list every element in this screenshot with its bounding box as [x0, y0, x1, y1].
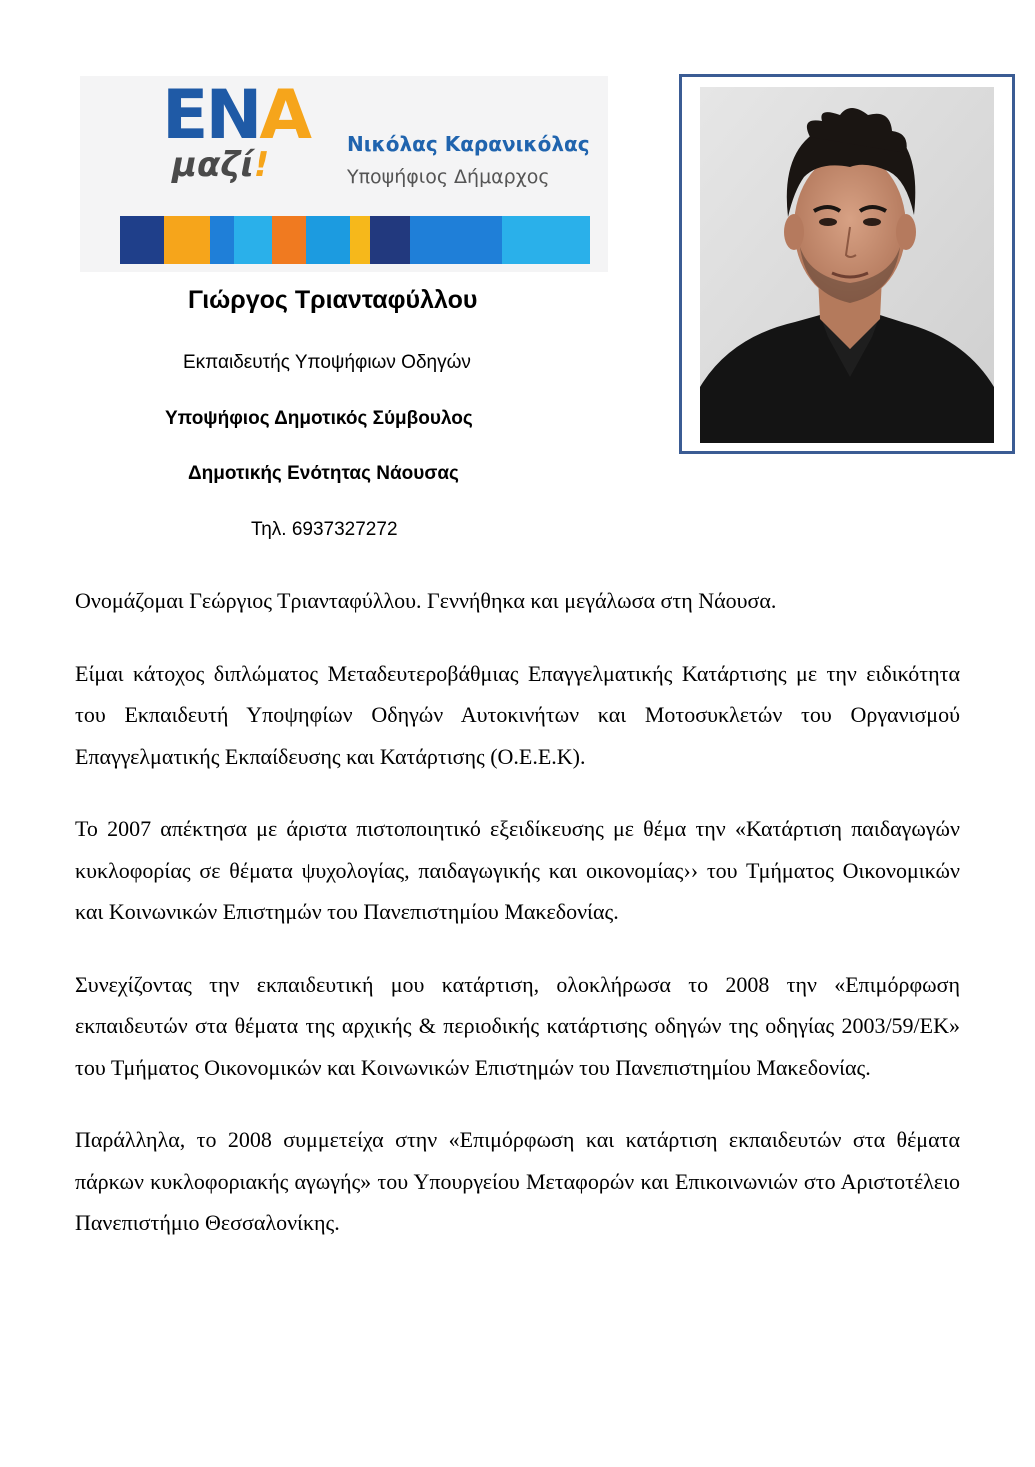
- logo-color-segment: [350, 216, 370, 264]
- person-municipal-unit: Δημοτικής Ενότητας Νάουσας: [188, 463, 459, 484]
- biography-text: [75, 580, 960, 1275]
- person-candidacy: Υποψήφιος Δημοτικός Σύμβουλος: [165, 408, 473, 429]
- logo-color-segment: [234, 216, 272, 264]
- logo-subword-mark: !: [253, 145, 270, 185]
- logo-color-segment: [210, 216, 234, 264]
- logo-color-segment: [306, 216, 350, 264]
- portrait-photo: [700, 87, 994, 443]
- logo-color-segment: [370, 216, 410, 264]
- person-name: Γιώργος Τριανταφύλλου: [188, 286, 478, 314]
- logo-subword-text: μαζί: [172, 145, 254, 185]
- logo-subword: [172, 145, 270, 185]
- logo-word-accent: Α: [259, 76, 310, 155]
- portrait-frame: [679, 74, 1015, 454]
- campaign-logo: [80, 76, 608, 272]
- bio-paragraph: Παράλληλα, το 2008 συμμετείχα στην «Επιμόρφωση και κατάρτιση εκπαιδευτών στα θέματα πάρκων κυκλοφοριακής αγωγής» του Υπουργείου Μεταφορών και Επικοινωνιών στο Αριστοτέλειο Πανεπιστήμιο Θεσσαλονίκης.: [75, 1127, 960, 1235]
- logo-wordmark: [162, 76, 310, 155]
- bio-paragraph: Ονομάζομαι Γεώργιος Τριανταφύλλου. Γεννήθηκα και μεγάλωσα στη Νάουσα.: [75, 588, 777, 613]
- logo-color-segment: [164, 216, 210, 264]
- logo-candidate-role: Υποψήφιος Δήμαρχος: [347, 166, 550, 188]
- logo-color-segment: [272, 216, 306, 264]
- logo-candidate-name: Νικόλας Καρανικόλας: [347, 132, 590, 156]
- bio-paragraph: Συνεχίζοντας την εκπαιδευτική μου κατάρτιση, ολοκλήρωσα το 2008 την «Επιμόρφωση εκπαιδευτών στα θέματα της αρχικής & περιοδικής κατάρτισης οδηγών της οδηγίας 2003/59/ΕΚ» του Τμήματος Οικονομικών και Κοινωνικών Επιστημών του Πανεπιστημίου Μακεδονίας.: [75, 971, 960, 1080]
- logo-color-segment: [502, 216, 590, 264]
- bio-paragraph: Είμαι κάτοχος διπλώματος Μεταδευτεροβάθμιας Επαγγελματικής Κατάρτισης με την ειδικότητα του Εκπαιδευτή Υποψηφίων Οδηγών Αυτοκινήτων και Μοτοσυκλετών του Οργανισμού Επαγγελματικής Εκπαίδευσης και Κατάρτισης (Ο.Ε.Ε.Κ).: [75, 660, 960, 769]
- logo-color-segment: [410, 216, 502, 264]
- logo-word: ΕΝ: [162, 76, 260, 155]
- person-occupation: Εκπαιδευτής Υποψήφιων Οδηγών: [183, 352, 471, 373]
- person-phone: Τηλ. 6937327272: [251, 519, 398, 540]
- logo-color-segment: [120, 216, 164, 264]
- bio-paragraph: Το 2007 απέκτησα με άριστα πιστοποιητικό εξειδίκευσης με θέμα την «Κατάρτιση παιδαγωγών κυκλοφορίας σε θέματα ψυχολογίας, παιδαγωγικής και οικονομίας›› του Τμήματος Οικονομικών και Κοινωνικών Επιστημών του Πανεπιστημίου Μακεδονίας.: [75, 816, 960, 924]
- logo-color-bar: [120, 216, 590, 264]
